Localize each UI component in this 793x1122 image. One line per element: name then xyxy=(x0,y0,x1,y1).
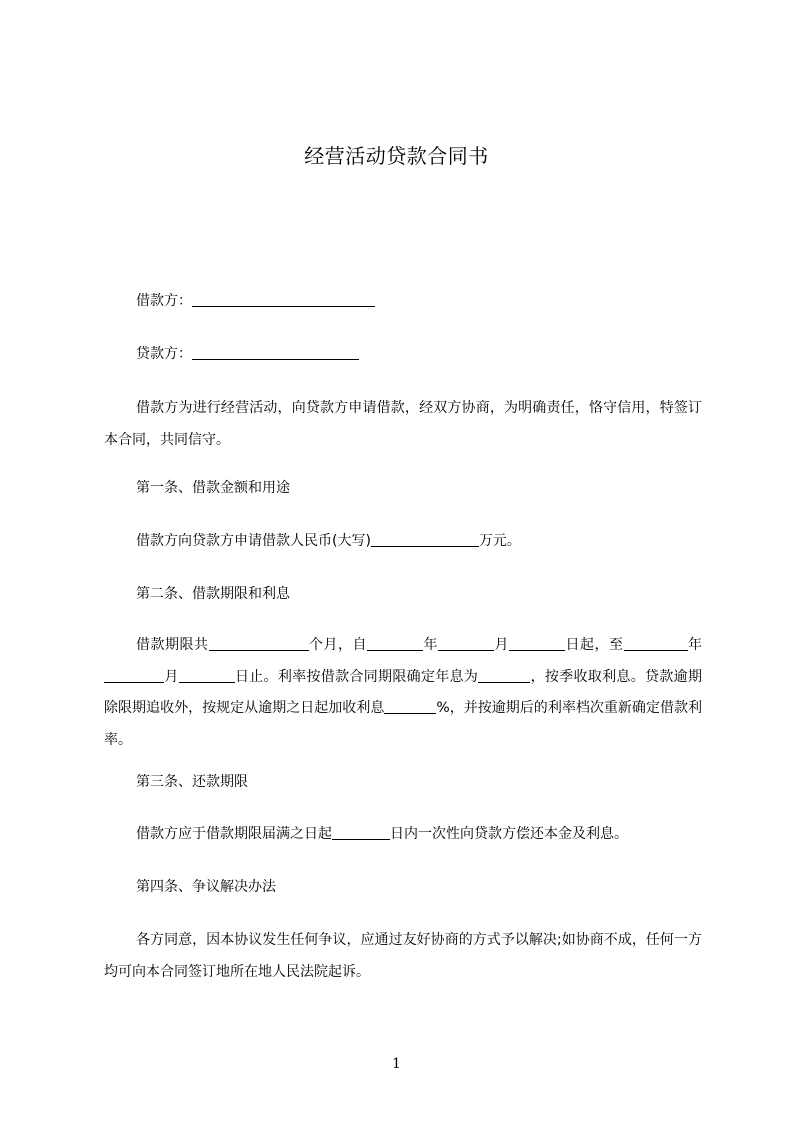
article2-t6: 年 xyxy=(687,637,702,653)
article3-heading: 第三条、还款期限 xyxy=(136,774,248,790)
borrower-label: 借款方： xyxy=(136,293,192,309)
article2-paragraph xyxy=(104,630,702,756)
end-year-blank xyxy=(624,636,688,651)
article2-heading: 第二条、借款期限和利息 xyxy=(136,586,290,602)
article2-t3: 年 xyxy=(423,637,438,653)
end-day-blank xyxy=(179,668,235,683)
borrower-name-blank xyxy=(192,292,375,307)
document-title: 经营活动贷款合同书 xyxy=(304,144,489,168)
loan-months-blank xyxy=(209,636,309,651)
intro-paragraph: 借款方为进行经营活动，向贷款方申请借款，经双方协商，为明确责任，恪守信用，特签订本合同，共同信守。 xyxy=(104,400,702,448)
article2-t7: 月 xyxy=(164,668,179,685)
article3-text-after: 日内一次性向贷款方偿还本金及利息。 xyxy=(390,826,628,842)
article2-t9: ，按季收取利息。贷款逾期除限期追收外，按规定从逾期之日起加收利息 xyxy=(104,668,702,716)
article1-heading: 第一条、借款金额和用途 xyxy=(136,480,290,496)
article4-heading: 第四条、争议解决办法 xyxy=(136,879,276,895)
article2-t10: %，并按逾期后的利率档次重新确定借款利率。 xyxy=(104,700,702,748)
lender-line xyxy=(136,344,359,364)
start-year-blank xyxy=(367,636,423,651)
page-number: 1 xyxy=(392,1056,401,1072)
article3-text xyxy=(136,824,628,844)
borrower-line xyxy=(136,291,375,311)
end-month-blank xyxy=(104,668,164,683)
article2-t8: 日止。利率按借款合同期限确定年息为 xyxy=(234,668,479,685)
article2-t5: 日起，至 xyxy=(565,637,624,653)
article2-t2: 个月，自 xyxy=(308,637,367,653)
article1-text-before: 借款方向贷款方申请借款人民币(大写) xyxy=(136,533,371,549)
article1-text-after: 万元。 xyxy=(478,533,521,549)
annual-rate-blank xyxy=(478,668,530,683)
start-day-blank xyxy=(509,636,565,651)
loan-amount-blank xyxy=(371,532,479,547)
article2-t4: 月 xyxy=(494,637,509,653)
lender-label: 贷款方： xyxy=(136,346,192,362)
overdue-rate-blank xyxy=(384,699,436,714)
article2-t1: 借款期限共 xyxy=(136,637,209,653)
article4-paragraph: 各方同意，因本协议发生任何争议，应通过友好协商的方式予以解决;如协商不成，任何一方均可向本合同签订地所在地人民法院起诉。 xyxy=(104,932,702,980)
article1-text xyxy=(136,531,521,551)
article3-text-before: 借款方应于借款期限届满之日起 xyxy=(136,826,332,842)
repayment-days-blank xyxy=(332,825,390,840)
lender-name-blank xyxy=(192,345,359,360)
start-month-blank xyxy=(438,636,494,651)
